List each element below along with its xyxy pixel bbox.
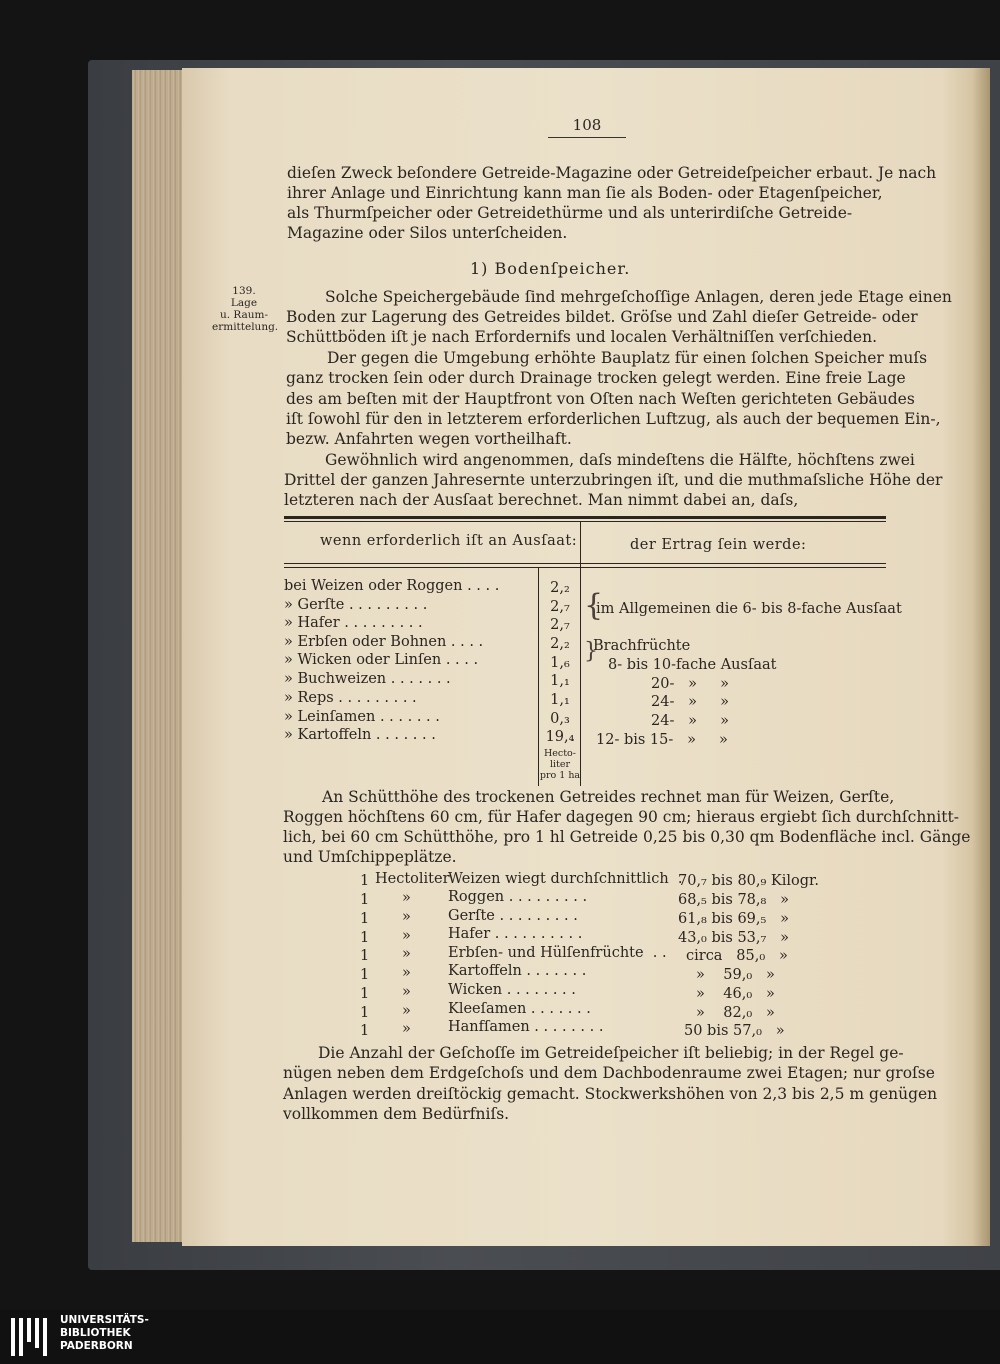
- table-row-label: bei Weizen oder Roggen . . . .: [284, 578, 500, 594]
- weight-row-number: 1: [360, 1023, 370, 1039]
- weight-row-unit: »: [402, 890, 411, 906]
- text-line: letzteren nach der Ausſaat berechnet. Man nimmt dabei an, daſs,: [284, 491, 799, 509]
- weight-row-value: circa 85,₀ »: [686, 948, 788, 964]
- table-rule-top: [284, 516, 886, 519]
- weight-row-value: 61,₈ bis 69,₅ »: [678, 911, 790, 927]
- yield-text: Brachfrüchte: [593, 638, 691, 654]
- margin-note-line: u. Raum-: [219, 309, 269, 321]
- table-row-label: » Hafer . . . . . . . . .: [284, 615, 423, 631]
- text-line: bezw. Anfahrten wegen vortheilhaft.: [286, 430, 572, 448]
- weight-row-value: 68,₅ bis 78,₈ »: [678, 892, 790, 908]
- weight-row-number: 1: [360, 948, 370, 964]
- weight-row-number: 1: [360, 1005, 370, 1021]
- table-row-label: » Gerſte . . . . . . . . .: [284, 597, 428, 613]
- weight-row-unit: Hectoliter: [375, 871, 450, 887]
- weight-row-value: » 59,₀ »: [696, 967, 775, 983]
- margin-note-line: ermittelung.: [212, 321, 279, 333]
- library-logo-line: BIBLIOTHEK: [60, 1327, 131, 1339]
- yield-text: im Allgemeinen die 6- bis 8-fache Ausſaat: [596, 601, 902, 617]
- table-row-value: 1,₁: [550, 673, 570, 689]
- library-logo-icon: [10, 1316, 50, 1358]
- text-line: Boden zur Lagerung des Getreides bildet. Gröſse und Zahl dieſer Getreide- oder: [286, 308, 918, 326]
- weight-row-item: Kleeſamen . . . . . . .: [448, 1001, 591, 1017]
- table-row-label: » Erbſen oder Bohnen . . . .: [284, 634, 484, 650]
- margin-note: [212, 285, 279, 333]
- text-line: Der gegen die Umgebung erhöhte Bauplatz für einen ſolchen Speicher muſs: [327, 349, 928, 367]
- text-line: iſt ſowohl für den in letzterem erforderlichen Luftzug, als auch der bequemen Ein-,: [286, 410, 941, 428]
- table-row-value: 0,₃: [550, 711, 570, 727]
- weight-row-item: Roggen . . . . . . . . .: [448, 889, 588, 905]
- weight-row-item: Hanfſamen . . . . . . . .: [448, 1019, 604, 1035]
- unit-note-line: Hecto-: [544, 748, 576, 759]
- gutter-shadow: [972, 68, 990, 1246]
- brace-icon: }: [584, 639, 598, 664]
- yield-text: 24- » »: [651, 694, 729, 710]
- weight-row-unit: »: [402, 909, 411, 925]
- unit-note-line: liter: [549, 759, 571, 770]
- text-line: lich, bei 60 cm Schütthöhe, pro 1 hl Getreide 0,25 bis 0,30 qm Bodenfläche incl. Gänge: [283, 828, 971, 846]
- text-line: vollkommen dem Bedürfniſs.: [283, 1105, 510, 1123]
- table-column-divider: [580, 522, 581, 786]
- text-line: Schüttböden iſt je nach Erfordernifs und localen Verhältniſſen verſchieden.: [286, 328, 878, 346]
- text-line: ganz trocken ſein oder durch Drainage trocken gelegt werden. Eine freie Lage: [286, 369, 906, 387]
- table-row-value: 2,₂: [550, 580, 570, 596]
- weight-row-number: 1: [360, 911, 370, 927]
- table-row-value: 19,₄: [545, 729, 575, 745]
- text-line: des am beſten mit der Hauptfront von Oſten nach Weſten gerichteten Gebäudes: [286, 390, 915, 408]
- text-line: Solche Speichergebäude ſind mehrgeſchoſſige Anlagen, deren jede Etage einen: [325, 288, 952, 306]
- text-line: Drittel der ganzen Jahresernte unterzubringen iſt, und die muthmaſsliche Höhe der: [284, 471, 943, 489]
- text-line: Anlagen werden dreiſtöckig gemacht. Stockwerkshöhen von 2,3 bis 2,5 m genügen: [283, 1085, 938, 1103]
- page-number: 108: [572, 116, 602, 134]
- text-line: Roggen höchſtens 60 cm, für Hafer dagegen 90 cm; hieraus ergiebt ſich durchſchnitt-: [283, 808, 959, 826]
- library-logo-text: [60, 1314, 149, 1353]
- weight-row-item: Gerſte . . . . . . . . .: [448, 908, 578, 924]
- text-line: Die Anzahl der Geſchoſſe im Getreideſpeicher iſt beliebig; in der Regel ge-: [318, 1044, 904, 1062]
- library-logo-line: PADERBORN: [60, 1340, 133, 1352]
- weight-row-item: Hafer . . . . . . . . . .: [448, 926, 583, 942]
- text-line: An Schütthöhe des trockenen Getreides rechnet man für Weizen, Gerſte,: [322, 788, 895, 806]
- weight-row-value: 70,₇ bis 80,₉ Kilogr.: [678, 873, 819, 889]
- library-logo: [10, 1314, 210, 1360]
- text-line: nügen neben dem Erdgeſchoſs und dem Dachbodenraume zwei Etagen; nur groſse: [283, 1064, 935, 1082]
- table-row-label: » Wicken oder Linſen . . . .: [284, 652, 479, 668]
- text-line: und Umſchippeplätze.: [283, 848, 457, 866]
- table-rule-head: [284, 563, 886, 564]
- weight-row-item: Kartoffeln . . . . . . .: [448, 963, 587, 979]
- text-line: ihrer Anlage und Einrichtung kann man ſie als Boden- oder Etagenſpeicher,: [287, 184, 883, 202]
- weight-row-number: 1: [360, 967, 370, 983]
- section-heading: 1) Bodenſpeicher.: [470, 259, 631, 278]
- folio-rule: [548, 137, 626, 138]
- weight-row-item: Erbſen- und Hülſenfrüchte . .: [448, 945, 667, 961]
- weight-row-number: 1: [360, 892, 370, 908]
- brace-icon: {: [584, 588, 604, 623]
- table-row-label: » Leinſamen . . . . . . .: [284, 709, 440, 725]
- weight-row-number: 1: [360, 930, 370, 946]
- table-row-label: » Kartoffeln . . . . . . .: [284, 727, 436, 743]
- table-header-left: wenn erforderlich iſt an Ausſaat:: [320, 533, 578, 549]
- library-logo-line: UNIVERSITÄTS-: [60, 1314, 149, 1326]
- yield-text: 20- » »: [651, 676, 729, 692]
- margin-note-line: 139.: [232, 285, 256, 297]
- text-line: als Thurmſpeicher oder Getreidethürme und als unterirdiſche Getreide-: [287, 204, 853, 222]
- weight-row-value: » 46,₀ »: [696, 986, 775, 1002]
- table-row-value: 1,₆: [550, 655, 570, 671]
- yield-text: 12- bis 15- » »: [596, 732, 728, 748]
- weight-row-unit: »: [402, 946, 411, 962]
- weight-row-value: 50 bis 57,₀ »: [684, 1023, 785, 1039]
- weight-row-number: 1: [360, 986, 370, 1002]
- weight-row-unit: »: [402, 1003, 411, 1019]
- weight-row-item: Weizen wiegt durchſchnittlich .: [448, 871, 683, 887]
- table-row-label: » Reps . . . . . . . . .: [284, 690, 417, 706]
- table-row-value: 2,₂: [550, 636, 570, 652]
- weight-row-unit: »: [402, 928, 411, 944]
- weight-row-unit: »: [402, 1021, 411, 1037]
- weight-row-item: Wicken . . . . . . . .: [448, 982, 576, 998]
- unit-note-line: pro 1 ha: [539, 770, 581, 781]
- table-row-value: 2,₇: [550, 617, 570, 633]
- yield-text: 24- » »: [651, 713, 729, 729]
- table-row-value: 2,₇: [550, 599, 570, 615]
- table-row-label: » Buchweizen . . . . . . .: [284, 671, 451, 687]
- margin-note-line: Lage: [230, 297, 258, 309]
- weight-row-value: » 82,₀ »: [696, 1005, 775, 1021]
- table-row-value: 1,₁: [550, 692, 570, 708]
- weight-row-unit: »: [402, 984, 411, 1000]
- weight-row-unit: »: [402, 965, 411, 981]
- unit-note: [538, 748, 582, 781]
- yield-text: 8- bis 10-fache Ausſaat: [608, 657, 777, 673]
- text-line: Gewöhnlich wird angenommen, daſs mindeſtens die Hälfte, höchſtens zwei: [325, 451, 915, 469]
- table-header-right: der Ertrag ſein werde:: [630, 537, 807, 553]
- text-line: Magazine oder Silos unterſcheiden.: [287, 224, 568, 242]
- text-line: dieſen Zweck beſondere Getreide-Magazine oder Getreideſpeicher erbaut. Je nach: [287, 164, 937, 182]
- weight-row-value: 43,₀ bis 53,₇ »: [678, 930, 790, 946]
- table-rule-top-thin: [284, 521, 886, 522]
- table-rule-head-second: [284, 567, 886, 568]
- weight-row-number: 1: [360, 873, 370, 889]
